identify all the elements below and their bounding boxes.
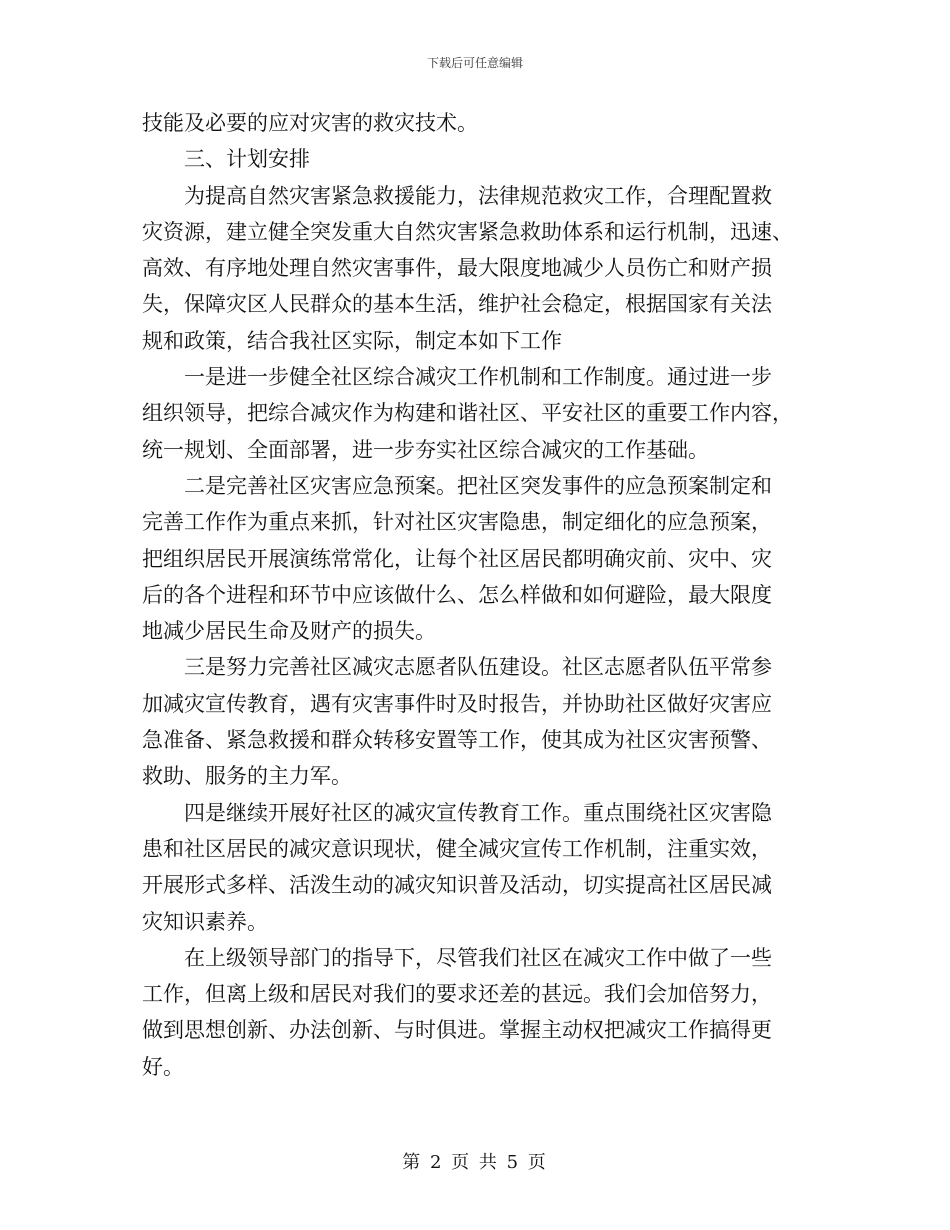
- page-number: 第 2 页 共 5 页: [402, 1152, 548, 1173]
- text-line: 规和政策，结合我社区实际，制定本如下工作: [142, 328, 562, 353]
- text-line: 统一规划、全面部署，进一步夯实社区综合减灾的工作基础。: [142, 437, 709, 462]
- text-line: 失，保障灾区人民群众的基本生活，维护社会稳定，根据国家有关法: [142, 292, 772, 317]
- text-line: 完善工作作为重点来抓，针对社区灾害隐患，制定细化的应急预案，: [142, 510, 772, 535]
- text-line: 高效、有序地处理自然灾害事件，最大限度地减少人员伤亡和财产损: [142, 256, 772, 281]
- section-heading: 三、计划安排: [184, 147, 310, 172]
- text-line: 救助、服务的主力军。: [142, 764, 352, 789]
- text-line: 把组织居民开展演练常常化，让每个社区居民都明确灾前、灾中、灾: [142, 546, 772, 571]
- text-line: 灾知识素养。: [142, 909, 268, 934]
- document-body: [142, 105, 802, 1085]
- text-line: 一是进一步健全社区综合减灾工作机制和工作制度。通过进一步: [184, 365, 772, 390]
- text-line: 后的各个进程和环节中应该做什么、怎么样做和如何避险，最大限度: [142, 582, 772, 607]
- text-line: 为提高自然灾害紧急救援能力，法律规范救灾工作，合理配置救: [184, 183, 772, 208]
- text-line: 四是继续开展好社区的减灾宣传教育工作。重点围绕社区灾害隐: [184, 800, 772, 825]
- text-line: 加减灾宣传教育，遇有灾害事件时及时报告，并协助社区做好灾害应: [142, 691, 772, 716]
- text-line: 技能及必要的应对灾害的救灾技术。: [142, 111, 478, 135]
- text-line: 工作，但离上级和居民对我们的要求还差的甚远。我们会加倍努力，: [142, 982, 772, 1007]
- text-line: 灾资源，建立健全突发重大自然灾害紧急救助体系和运行机制，迅速、: [142, 219, 793, 244]
- page-header: 下载后可任意编辑: [426, 56, 523, 70]
- text-line: 好。: [142, 1054, 184, 1079]
- text-line: 三是努力完善社区减灾志愿者队伍建设。社区志愿者队伍平常参: [184, 655, 772, 680]
- text-line: 组织领导，把综合减灾作为构建和谐社区、平安社区的重要工作内容，: [142, 401, 793, 426]
- text-line: 患和社区居民的减灾意识现状，健全减灾宣传工作机制，注重实效，: [142, 836, 772, 861]
- text-line: 在上级领导部门的指导下，尽管我们社区在减灾工作中做了一些: [184, 945, 772, 970]
- text-line: 地减少居民生命及财产的损失。: [142, 619, 436, 644]
- text-line: 二是完善社区灾害应急预案。把社区突发事件的应急预案制定和: [184, 473, 772, 498]
- text-line: 开展形式多样、活泼生动的减灾知识普及活动，切实提高社区居民减: [142, 873, 772, 898]
- text-line: 急准备、紧急救援和群众转移安置等工作，使其成为社区灾害预警、: [142, 728, 772, 753]
- text-line: 做到思想创新、办法创新、与时俱进。掌握主动权把减灾工作搞得更: [142, 1018, 772, 1043]
